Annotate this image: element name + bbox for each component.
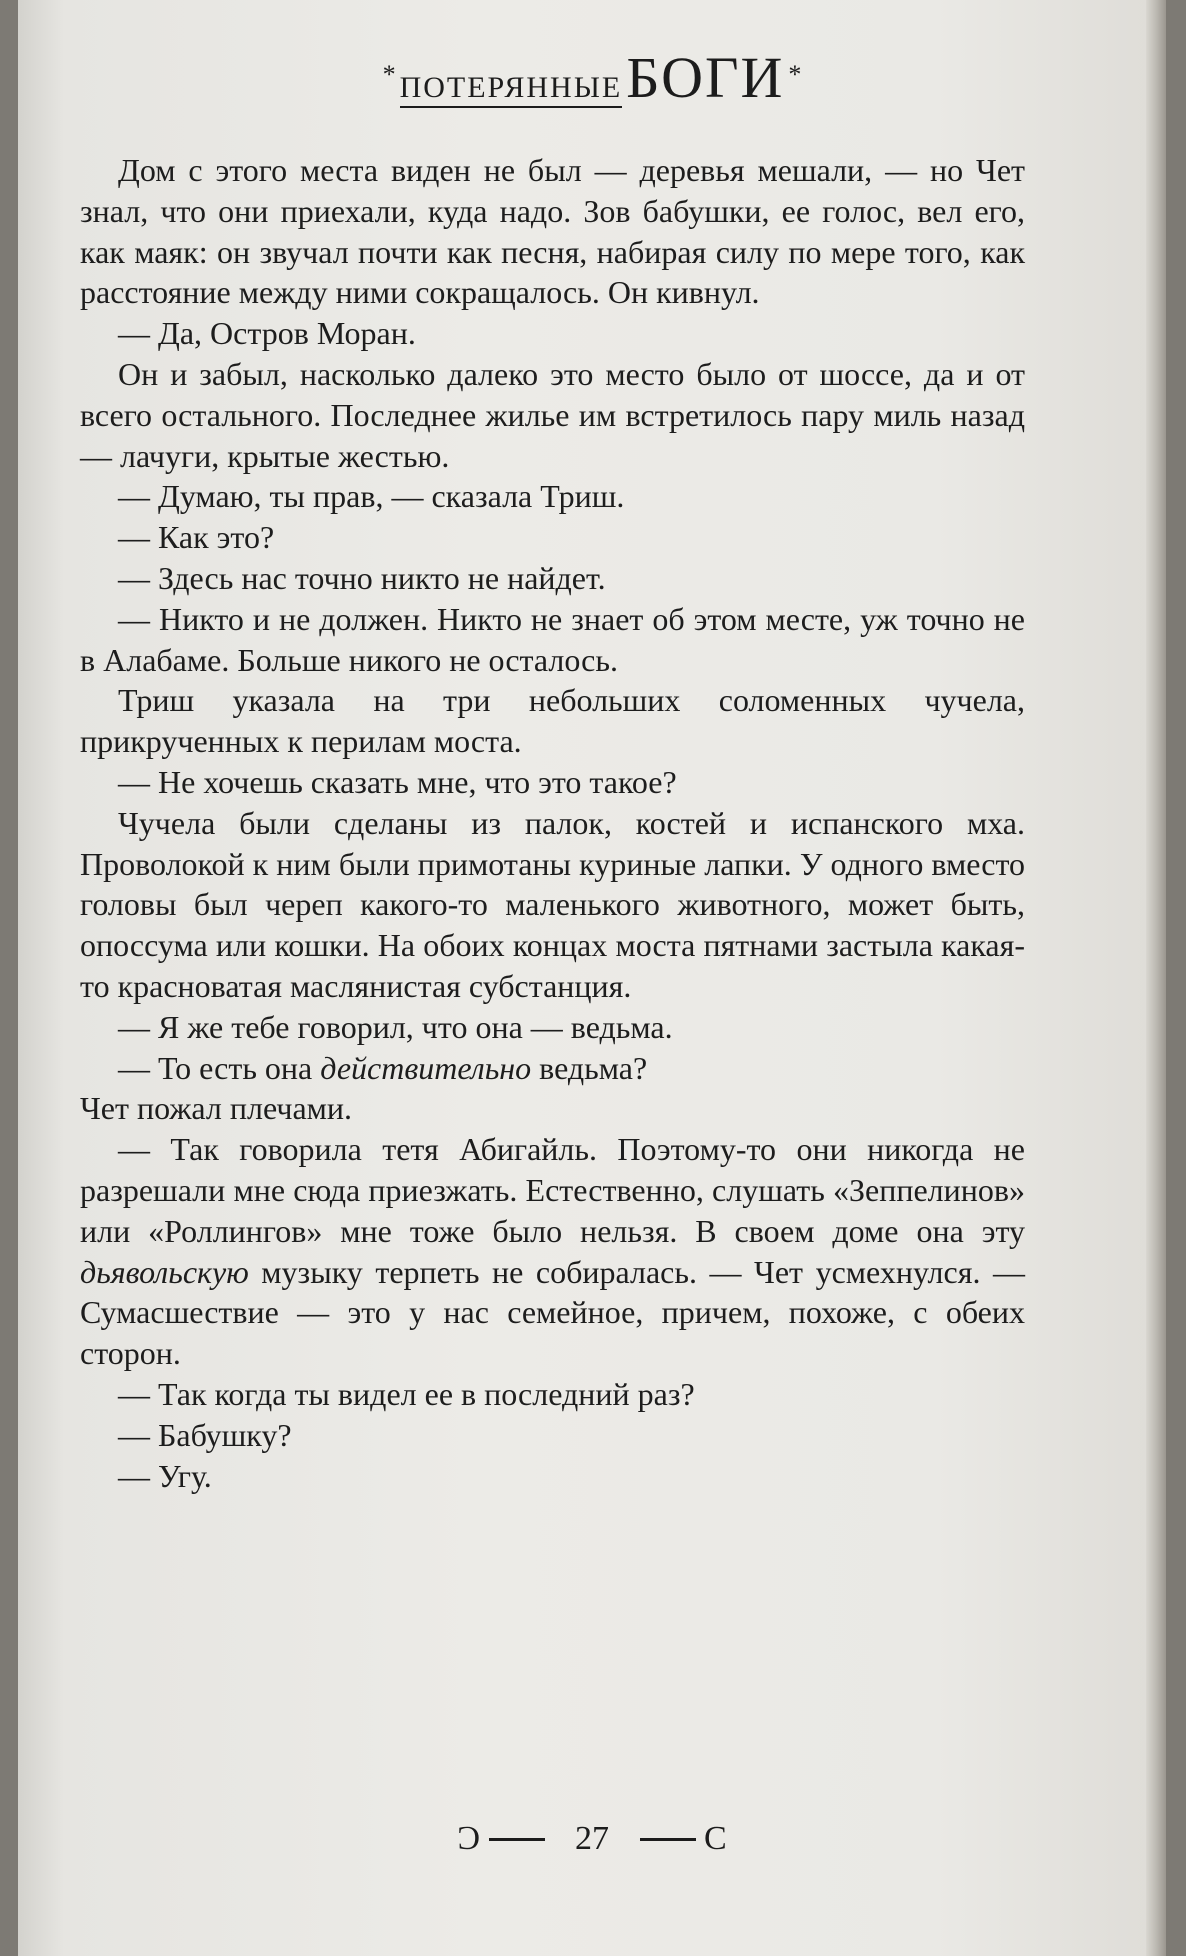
footer-rule-left — [489, 1838, 545, 1841]
paragraph: — Здесь нас точно никто не найдет. — [118, 559, 606, 596]
page-number: 27 — [575, 1820, 609, 1858]
paragraph: Чет пожал плечами. — [80, 1090, 353, 1127]
paragraph: — Бабушку? — [118, 1416, 292, 1453]
header-title-big: БОГИ — [626, 45, 785, 110]
paragraph: — Думаю, ты прав, — сказала Триш. — [118, 478, 625, 515]
text-span: ведьма? — [531, 1049, 648, 1086]
paragraph: Триш указала на три небольших соломенных чучела, прикрученных к перилам моста. — [80, 682, 1025, 760]
paragraph: — Я же тебе говорил, что она — ведьма. — [118, 1008, 673, 1045]
paragraph — [80, 1129, 1025, 1374]
paragraph: — Да, Остров Моран. — [118, 315, 416, 352]
footer-ornament-left: Ɔ — [457, 1820, 480, 1858]
paragraph — [80, 1048, 1025, 1089]
paragraph: — Как это? — [118, 519, 275, 556]
body-text — [80, 150, 1025, 1496]
paragraph: Дом с этого места виден не был — деревья мешали, — но Чет знал, что они приехали, куда надо. Зов бабушки, ее голос, вел его, как маяк: он звучал почти как песня, набирая силу по мере того, как расстояние между ними сокращалось. Он кивнул. — [80, 152, 1025, 311]
paragraph: Он и забыл, насколько далеко это место было от шоссе, да и от всего остального. Последнее жилье им встретилось пару миль назад — лачуги, крытые жестью. — [80, 355, 1025, 474]
italic-text: дьявольскую — [80, 1253, 249, 1290]
header-ornament-right: * — [788, 60, 802, 89]
text-span: музыку терпеть не собиралась. — Чет усмехнулся. — Сумасшествие — это у нас семейное, причем, похоже, с обеих сторон. — [80, 1253, 1025, 1372]
paragraph: — Не хочешь сказать мне, что это такое? — [118, 763, 677, 800]
running-header — [18, 44, 1166, 111]
header-title-small: ПОТЕРЯННЫЕ — [400, 71, 623, 108]
paragraph: Чучела были сделаны из палок, костей и испанского мха. Проволокой к ним были примотаны куриные лапки. У одного вместо головы был череп какого-то маленького животного, может быть, опоссума или кошки. На обоих концах моста пятнами застыла какая-то красноватая маслянистая субстанция. — [80, 804, 1025, 1004]
paragraph: — Никто и не должен. Никто не знает об этом месте, уж точно не в Алабаме. Больше никого не осталось. — [80, 600, 1025, 678]
footer-rule-right — [640, 1838, 696, 1841]
paragraph: — Угу. — [118, 1457, 212, 1494]
italic-text: действительно — [320, 1049, 532, 1086]
book-page — [18, 0, 1166, 1956]
header-ornament-left: * — [382, 60, 396, 89]
page-footer — [18, 1818, 1166, 1858]
text-span: — То есть она — [118, 1049, 321, 1086]
page-edge-shadow — [1146, 0, 1166, 1956]
paragraph: — Так когда ты видел ее в последний раз? — [118, 1375, 695, 1412]
text-span: — Так говорила тетя Абигайль. Поэтому-то они никогда не разрешали мне сюда приезжать. Естественно, слушать «Зеппелинов» или «Роллингов» мне тоже было нельзя. В своем доме она эту — [80, 1131, 1025, 1249]
footer-ornament-right: C — [704, 1820, 727, 1858]
